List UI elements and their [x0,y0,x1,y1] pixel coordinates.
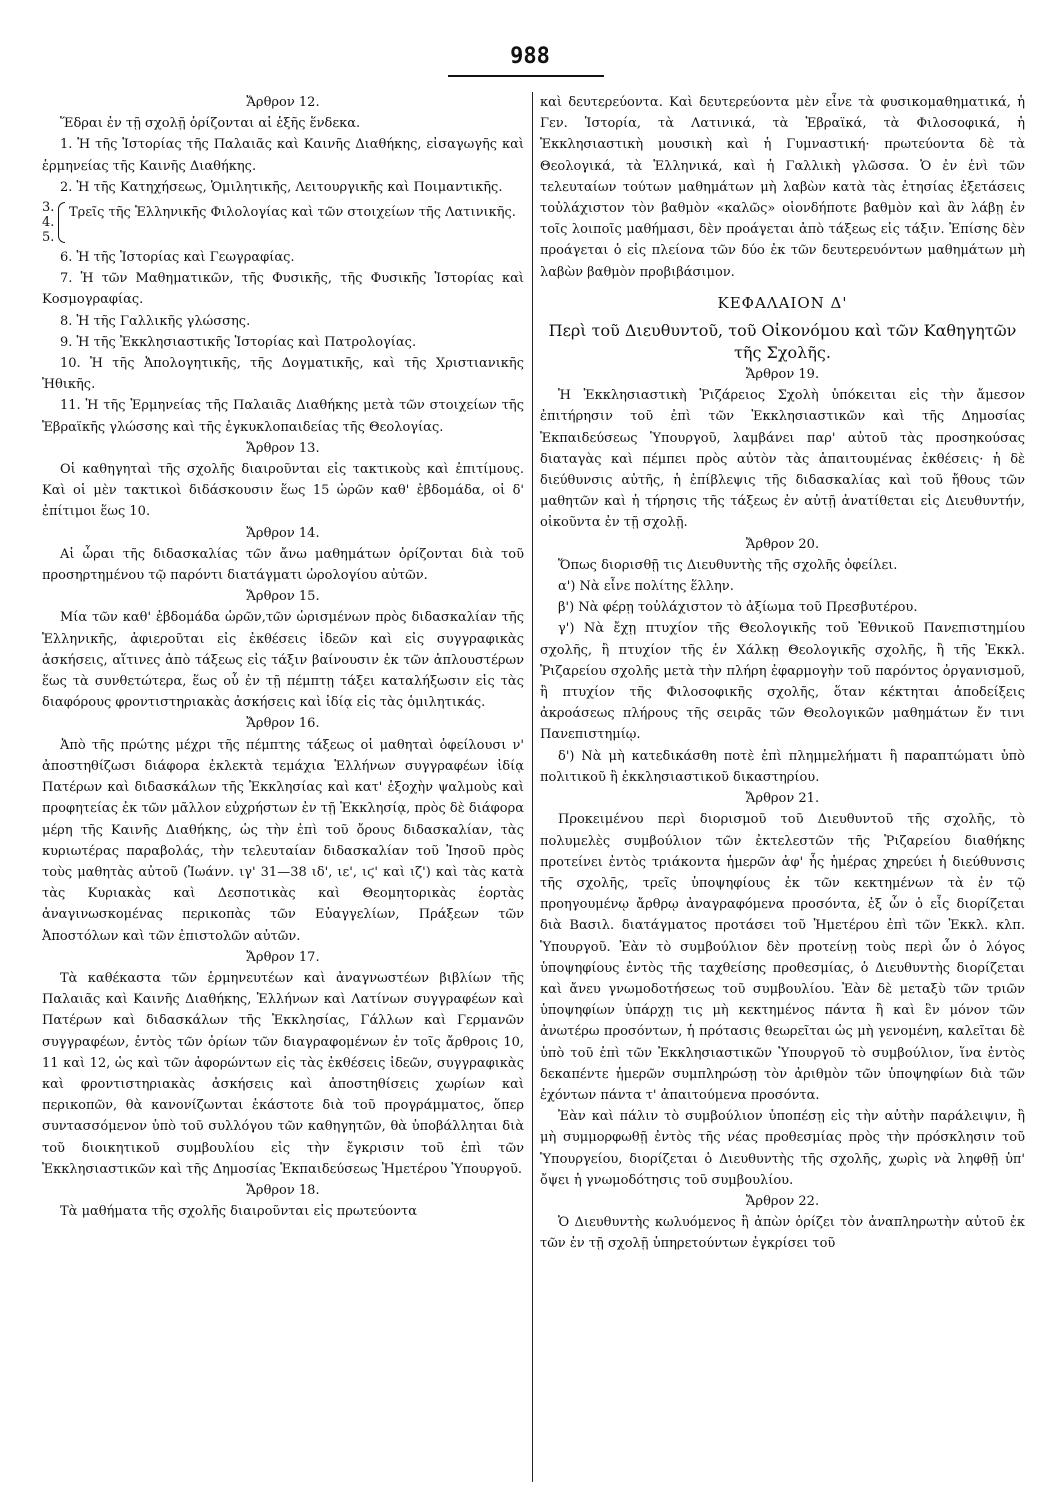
article-heading: Ἄρθρον 22. [745,1193,820,1209]
article-heading: Ἄρθρον 17. [246,949,320,965]
list-item: α') Νὰ εἶνε πολίτης ἕλλην. [558,579,734,595]
chapter-heading: ΚΕΦΑΛΑΙΟΝ Δ' [717,293,848,312]
list-item: 1. Ἡ τῆς Ἱστορίας τῆς Παλαιᾶς καὶ Καινῆς Διαθήκης, εἰσαγωγῆς καὶ ἑρμηνείας τῆς Καινῆς Διαθήκης. [42,137,524,174]
list-item: γ') Νὰ ἔχῃ πτυχίον τῆς Θεολογικῆς τοῦ Ἐθνικοῦ Πανεπιστημίου σχολῆς, ἢ πτυχίον τῆς ἐν Χάλκῃ Θεολογικῆς σχολῆς, ἢ τῆς Ἐκκλ. Ῥιζαρείου σχολῆς μετὰ τὴν πλήρη ἐφαρμογὴν τοῦ παρόντος ὀργανισμοῦ, ἢ πτυχίον τῆς Φιλοσοφικῆς σχολῆς, ὅταν κέκτηται ἀποδείξεις ἀκροάσεως πλήρους τῆς σειρᾶς τῶν Θεολογικῶν μαθημάτων ἔν τινι Πανεπιστημίῳ. [540,621,1025,743]
paragraph: Ἀπὸ τῆς πρώτης μέχρι τῆς πέμπτης τάξεως οἱ μαθηταὶ ὀφείλουσι ν' ἀποστηθίζωσι διάφορα ἐκλεκτὰ τεμάχια Ἑλλήνων συγγραφέων ἰδίᾳ Πατέρων καὶ διδασκάλων τῆς Ἐκκλησίας καὶ κατ' ἐξοχὴν ψαλμοὺς καὶ προφητείας ἐκ τῶν μᾶλλον εὐχρήστων ἐν τῇ Ἐκκλησίᾳ, πρὸς δὲ διάφορα μέρη τῆς Καινῆς Διαθήκης, ὡς τὴν ἐπὶ τοῦ ὄρους διδασκαλίαν, τὰς κυριωτέρας παραβολάς, τὴν τελευταίαν διδασκαλίαν τοῦ Ἰησοῦ πρὸς τοὺς μαθητὰς αὐτοῦ (Ἰωάνν. ιγ' 31—38 ιδ', ιε', ιϛ' καὶ ιζ') καὶ τὰς κατὰ τὰς Κυριακὰς καὶ Δεσποτικὰς καὶ Θεομητορικὰς ἑορτὰς ἀναγινωσκομένας περικοπὰς τῶν Εὐαγγελίων, Πράξεων τῶν Ἀποστόλων καὶ τῶν ἐπιστολῶν αὐτῶν. [42,737,524,944]
paragraph: Ὅπως διορισθῇ τις Διευθυντὴς τῆς σχολῆς ὀφείλει. [558,557,898,573]
article-heading: Ἄρθρον 20. [745,536,820,552]
paragraph: Ὁ Διευθυντὴς κωλυόμενος ἢ ἀπὼν ὁρίζει τὸν ἀναπληρωτὴν αὐτοῦ ἐκ τῶν ἐν τῇ σχολῇ ὑπηρετούντων ἐγκρίσει τοῦ [540,1215,1025,1252]
list-item: 9. Ἡ τῆς Ἐκκλησιαστικῆς Ἱστορίας καὶ Πατρολογίας. [60,334,417,350]
article-heading: Ἄρθρον 19. [745,367,820,383]
column-divider [532,92,533,1482]
article-heading: Ἄρθρον 13. [246,440,320,456]
brace-group [42,198,524,247]
brace-number: 4. [42,215,55,231]
chapter-title: Περὶ τοῦ Διευθυντοῦ, τοῦ Οἰκονόμου καὶ τῶν Καθηγητῶν τῆς Σχολῆς. [548,321,1017,363]
list-item: 7. Ἡ τῶν Μαθηματικῶν, τῆς Φυσικῆς, τῆς Φυσικῆς Ἱστορίας καὶ Κοσμογραφίας. [42,271,524,308]
left-column [42,92,524,1478]
paragraph: Ἕδραι ἐν τῇ σχολῇ ὁρίζονται αἱ ἑξῆς ἕνδεκα. [60,116,361,132]
list-item: 11. Ἡ τῆς Ἑρμηνείας τῆς Παλαιᾶς Διαθήκης μετὰ τῶν στοιχείων τῆς Ἑβραϊκῆς γλώσσης καὶ τῆς ἐγκυκλοπαιδείας τῆς Θεολογίας. [42,398,524,435]
paragraph: Ἐὰν καὶ πάλιν τὸ συμβούλιον ὑποπέσῃ εἰς τὴν αὐτὴν παράλειψιν, ἢ μὴ συμμορφωθῇ ἐντὸς τῆς νέας προθεσμίας πρὸς τὴν πρόσκλησιν τοῦ Ὑπουργείου, διορίζεται ὁ Διευθυντὴς τῆς σχολῆς, χωρὶς νὰ ληφθῇ ὑπ' ὄψει ἡ γνωμοδότησις τοῦ συμβουλίου. [540,1109,1025,1188]
paragraph: καὶ δευτερεύοντα. Καὶ δευτερεύοντα μὲν εἶνε τὰ φυσικομαθηματικά, ἡ Γεν. Ἱστορία, τὰ Λατινικά, τὰ Ἑβραϊκά, τὰ Φιλοσοφικά, ἡ Ἐκκλησιαστικὴ μουσικὴ καὶ ἡ Γυμναστική· πρωτεύοντα δὲ τὰ Θεολογικά, τὰ Ἑλληνικά, καὶ ἡ Γαλλικὴ γλῶσσα. Ὁ ἐν ἑνὶ τῶν τελευταίων τούτων μαθημάτων μὴ λαβὼν κατὰ τὰς ἐτησίας ἐξετάσεις τοὐλάχιστον τὸν βαθμὸν «καλῶς» οἱονδήποτε βαθμὸν καὶ ἂν λάβῃ ἐν τοῖς λοιποῖς μαθήμασι, δὲν προάγεται ἀπὸ τάξεως εἰς τάξιν. Ἐπίσης δὲν προάγεται ὁ εἰς πλείονα τῶν δύο ἐκ τῶν δευτερευόντων μαθημάτων μὴ λαβὼν βαθμὸν προβιβάσιμον. [540,95,1025,280]
article-heading: Ἄρθρον 15. [246,589,320,605]
paragraph: Τὰ καθέκαστα τῶν ἑρμηνευτέων καὶ ἀναγνωστέων βιβλίων τῆς Παλαιᾶς καὶ Καινῆς Διαθήκης, Ἑλλήνων καὶ Λατίνων συγγραφέων καὶ Πατέρων καὶ διδασκάλων τῆς Ἐκκλησίας, Γάλλων καὶ Γερμανῶν συγγραφέων, ἐντὸς τῶν ὁρίων τῶν διαγραφομένων ἐν τοῖς ἄρθροις 10, 11 καὶ 12, ὡς καὶ τῶν ἀφορώντων εἰς τὰς ἐκθέσεις ἰδεῶν, συγγραφικὰς καὶ φροντιστηριακὰς ἀσκήσεις καὶ ἀποστηθίσεις χωρίων καὶ περικοπῶν, θὰ κανονίζωνται ἑκάστοτε διὰ τοῦ προγράμματος, ὅπερ συντασσόμενον ὑπὸ τοῦ συλλόγου τῶν καθηγητῶν, θὰ ὑποβάλληται διὰ τοῦ διοικητικοῦ συμβουλίου εἰς τὴν ἔγκρισιν τοῦ ἐπὶ τῶν Ἐκκλησιαστικῶν καὶ τῆς Δημοσίας Ἐκπαιδεύσεως Ἡμετέρου Ὑπουργοῦ. [42,970,524,1177]
right-column [540,92,1025,1478]
paragraph: Μία τῶν καθ' ἑβδομάδα ὡρῶν,τῶν ὡρισμένων πρὸς διδασκαλίαν τῆς Ἑλληνικῆς, ἀφιεροῦται εἰς ἐκθέσεις ἰδεῶν καὶ εἰς συγγραφικὰς ἀσκήσεις, αἵτινες ἀπὸ τάξεως εἰς τάξιν βαίνουσιν ἐκ τῶν ἁπλουστέρων ἕως τὰ συνθετώτερα, ἕως οὗ ἐν τῇ πέμπτῃ τάξει καταλήξωσιν εἰς τὰς διαφόρους φροντιστηριακὰς ἀσκήσεις καὶ ἰδίᾳ εἰς τὰς ὁμιλητικάς. [42,610,524,711]
paragraph: Ἡ Ἐκκλησιαστικὴ Ῥιζάρειος Σχολὴ ὑπόκειται εἰς τὴν ἄμεσον ἐπιτήρησιν τοῦ ἐπὶ τῶν Ἐκκλησιαστικῶν καὶ τῆς Δημοσίας Ἐκπαιδεύσεως Ὑπουργοῦ, λαμβάνει παρ' αὐτοῦ τὰς προσηκούσας διαταγὰς καὶ πέμπει πρὸς αὐτὸν τὰς ἀπαιτουμένας ἐκθέσεις· ἡ δὲ διεύθυνσις αὐτῆς, ἡ ἐπίβλεψις τῆς διδασκαλίας καὶ τοῦ ἤθους τῶν μαθητῶν καὶ ἡ τήρησις τῆς τάξεως ἐν αὐτῇ ἀνατίθεται εἰς Διευθυντήν, οἰκοῦντα ἐν τῇ σχολῇ. [540,388,1025,531]
article-heading: Ἄρθρον 18. [246,1182,320,1198]
list-item: δ') Νὰ μὴ κατεδικάσθη ποτὲ ἐπὶ πλημμελήματι ἢ παραπτώματι ὑπὸ πολιτικοῦ ἢ ἐκκλησιαστικοῦ δικαστηρίου. [540,748,1025,785]
article-heading: Ἄρθρον 16. [246,716,320,732]
brace-bracket [58,202,65,243]
brace-number: 3. [42,200,55,216]
paragraph: Προκειμένου περὶ διορισμοῦ τοῦ Διευθυντοῦ τῆς σχολῆς, τὸ πολυμελὲς συμβούλιον τῶν ἐκτελεστῶν τῆς Ῥιζαρείου διαθήκης προτείνει ἐντὸς τριάκοντα ἡμερῶν ἀφ' ἧς ἡμέρας χηρεύει ἡ διεύθυνσις τῆς σχολῆς, τρεῖς ὑποψηφίους ἐκ τῶν κεκτημένων τὰ ἐν τῷ προηγουμένῳ ἄρθρῳ ἀναγραφόμενα προσόντα, ἐξ ὧν ὁ εἷς διορίζεται διὰ Βασιλ. διατάγματος προτάσει τοῦ Ἡμετέρου ἐπὶ τῶν Ἐκκλ. κλπ. Ὑπουργοῦ. Ἐὰν τὸ συμβούλιον δὲν προτείνῃ τοὺς περὶ ὧν ὁ λόγος ὑποψηφίους ἐντὸς τῆς ταχθείσης προθεσμίας, ὁ Διευθυντὴς διορίζεται καὶ ἄνευ γνωμοδοτήσεως τοῦ συμβουλίου. Ἐὰν δὲ μεταξὺ τῶν τριῶν ὑποψηφίων ὑπάρχῃ τις μὴ κεκτημένος πάντα ἢ καὶ ἓν μόνον τῶν ἀνωτέρω προσόντων, ἡ πρότασις θεωρεῖται ὡς μὴ γενομένη, καλεῖται δὲ ὑπὸ τοῦ ἐπὶ τῶν Ἐκκλησιαστικῶν Ὑπουργοῦ τὸ συμβούλιον, ἵνα ἐντὸς δεκαπέντε ἡμερῶν συμπληρώσῃ τὸν ἀριθμὸν τῶν ὑποψηφίων διὰ τῶν ἐχόντων πάντα τ' ἀπαιτούμενα προσόντα. [540,812,1025,1103]
header-rule [448,75,604,77]
article-heading: Ἄρθρον 12. [246,95,320,110]
brace-number: 5. [42,230,55,246]
brace-numbers [42,198,58,247]
list-item: 10. Ἡ τῆς Ἀπολογητικῆς, τῆς Δογματικῆς, καὶ τῆς Χριστιανικῆς Ἠθικῆς. [42,356,524,393]
paragraph: Οἱ καθηγηταὶ τῆς σχολῆς διαιροῦνται εἰς τακτικοὺς καὶ ἐπιτίμους. Καὶ οἱ μὲν τακτικοὶ διδάσκουσιν ἕως 15 ὡρῶν καθ' ἑβδομάδα, οἱ δ' ἐπίτιμοι ἕως 10. [42,462,524,520]
page-number: 988 [510,44,550,69]
list-item: 8. Ἡ τῆς Γαλλικῆς γλώσσης. [60,313,251,329]
article-heading: Ἄρθρον 21. [745,791,820,807]
article-heading: Ἄρθρον 14. [246,525,320,541]
paragraph: Αἱ ὧραι τῆς διδασκαλίας τῶν ἄνω μαθημάτων ὁρίζονται διὰ τοῦ προσηρτημένου τῷ παρόντι διατάγματι ὡρολογίου αὐτῶν. [42,546,524,584]
paragraph: Τὰ μαθήματα τῆς σχολῆς διαιροῦνται εἰς πρωτεύοντα [60,1204,418,1220]
brace-text: Τρεῖς τῆς Ἑλληνικῆς Φιλολογίας καὶ τῶν στοιχείων τῆς Λατινικῆς. [69,205,516,221]
list-item: 2. Ἡ τῆς Κατηχήσεως, Ὁμιλητικῆς, Λειτουργικῆς καὶ Ποιμαντικῆς. [60,179,503,195]
list-item: 6. Ἡ τῆς Ἱστορίας καὶ Γεωγραφίας. [60,250,295,266]
list-item: β') Νὰ φέρῃ τοὐλάχιστον τὸ ἀξίωμα τοῦ Πρεσβυτέρου. [558,600,918,616]
